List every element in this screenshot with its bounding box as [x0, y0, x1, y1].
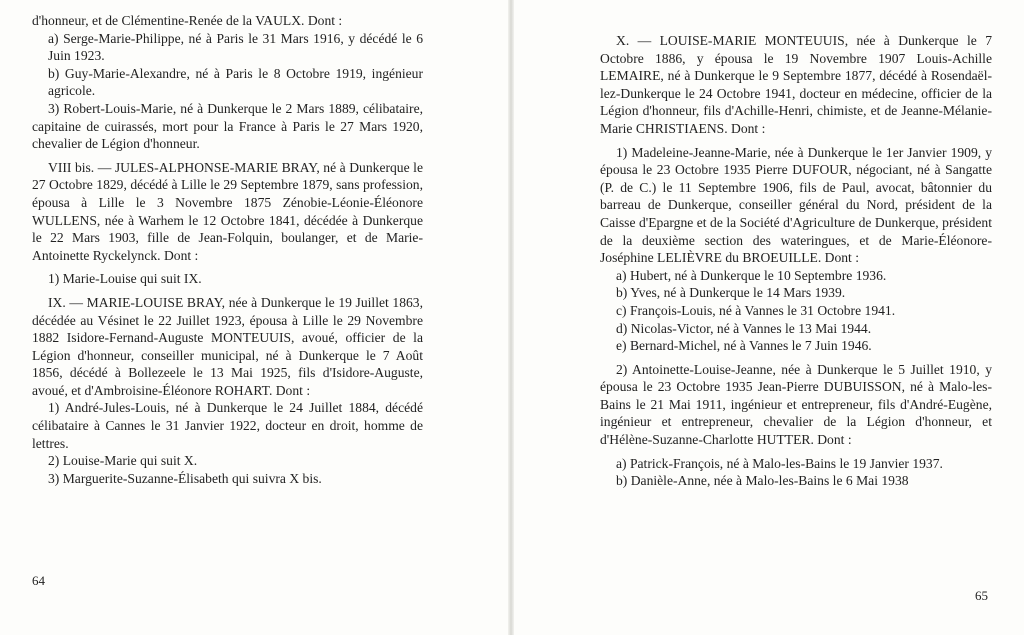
left-page	[0, 0, 508, 635]
paragraph: d'honneur, et de Clémentine-Renée de la VAULX. Dont :	[32, 13, 343, 28]
paragraph: 3) Robert-Louis-Marie, né à Dunkerque le 2 Mars 1889, célibataire, capitaine de cuirassés, mort pour la France à Paris le 27 Mars 1920, chevalier de Légion d'honneur.	[32, 100, 423, 152]
paragraph: a) Patrick-François, né à Malo-les-Bains le 19 Janvier 1937.	[616, 455, 943, 471]
paragraph: b) Guy-Marie-Alexandre, né à Paris le 8 Octobre 1919, ingénieur agricole.	[48, 65, 423, 99]
paragraph: 3) Marguerite-Suzanne-Élisabeth qui suivra X bis.	[48, 470, 322, 486]
paragraph: b) Danièle-Anne, née à Malo-les-Bains le 6 Mai 1938	[616, 473, 909, 489]
paragraph: b) Yves, né à Dunkerque le 14 Mars 1939.	[616, 285, 846, 301]
paragraph: 1) Marie-Louise qui suit IX.	[48, 271, 202, 287]
paragraph: 1) Madeleine-Jeanne-Marie, née à Dunkerque le 1er Janvier 1909, y épousa le 23 Octobre 1935 Pierre DUFOUR, négociant, né à Sangatte (P. de C.) le 11 Septembre 1906, fils de Paul, avocat, bâtonnier du barreau de Dunkerque, conseiller général du Nord, président de la Caisse d'Epargne et de la Société d'Agriculture de Dunkerque, président de la deuxième section des wateringues, et de Marie-Éléonore-Joséphine LELIÈVRE du BROEUILLE. Dont :	[600, 144, 992, 266]
paragraph: X. — LOUISE-MARIE MONTEUUIS, née à Dunkerque le 7 Octobre 1886, y épousa le 19 Novembre 1907 Louis-Achille LEMAIRE, né à Dunkerque le 9 Septembre 1877, décédé à Rosendaël-lez-Dunkerque le 24 Octobre 1941, docteur en médecine, officier de la Légion d'honneur, fils d'Achille-Henri, chimiste, et de Jeanne-Mélanie-Marie CHRISTIAENS. Dont :	[600, 33, 992, 136]
paragraph: a) Hubert, né à Dunkerque le 10 Septembre 1936.	[616, 267, 887, 283]
page-number-left: 64	[32, 573, 45, 588]
paragraph: 2) Antoinette-Louise-Jeanne, née à Dunkerque le 5 Juillet 1910, y épousa le 23 Octobre 1935 Jean-Pierre DUBUISSON, né à Malo-les-Bains le 21 Mai 1911, ingénieur et entrepreneur, fils d'André-Eugène, ingénieur et entrepreneur, chevalier de la Légion d'honneur, et d'Hélène-Suzanne-Charlotte HUTTER. Dont :	[600, 361, 992, 448]
paragraph: c) François-Louis, né à Vannes le 31 Octobre 1941.	[616, 302, 896, 318]
paragraph: d) Nicolas-Victor, né à Vannes le 13 Mai 1944.	[616, 320, 872, 336]
paragraph: IX. — MARIE-LOUISE BRAY, née à Dunkerque le 19 Juillet 1863, décédée au Vésinet le 22 Juillet 1923, épousa à Lille le 29 Novembre 1882 Isidore-Fernand-Auguste MONTEUUIS, avoué, officier de la Légion d'honneur, conseiller municipal, né à Dunkerque le 7 Août 1856, décédé à Bollezeele le 13 Mai 1925, fils d'Isidore-Auguste, avoué, et d'Ambroisine-Éléonore ROHART. Dont :	[32, 294, 423, 398]
paragraph: 1) André-Jules-Louis, né à Dunkerque le 24 Juillet 1884, décédé célibataire à Cannes le 31 Janvier 1922, docteur en droit, homme de lettres.	[32, 400, 423, 451]
paragraph: a) Serge-Marie-Philippe, né à Paris le 31 Mars 1916, y décédé le 6 Juin 1923.	[48, 30, 423, 64]
paragraph: VIII bis. — JULES-ALPHONSE-MARIE BRAY, né à Dunkerque le 27 Octobre 1829, décédé à Lille le 29 Septembre 1879, sans profession, épousa à Lille le 3 Novembre 1875 Zénobie-Léonie-Éléonore WULLENS, née à Warhem le 12 Octobre 1841, décédée à Dunkerque le 22 Mars 1903, fille de Jean-Folquin, boulanger, et de Marie-Antoinette Ryckelynck. Dont :	[32, 159, 423, 263]
right-page	[514, 0, 1024, 635]
paragraph: 2) Louise-Marie qui suit X.	[48, 453, 198, 469]
paragraph: e) Bernard-Michel, né à Vannes le 7 Juin 1946.	[616, 338, 872, 354]
page-number-right: 65	[975, 588, 988, 603]
